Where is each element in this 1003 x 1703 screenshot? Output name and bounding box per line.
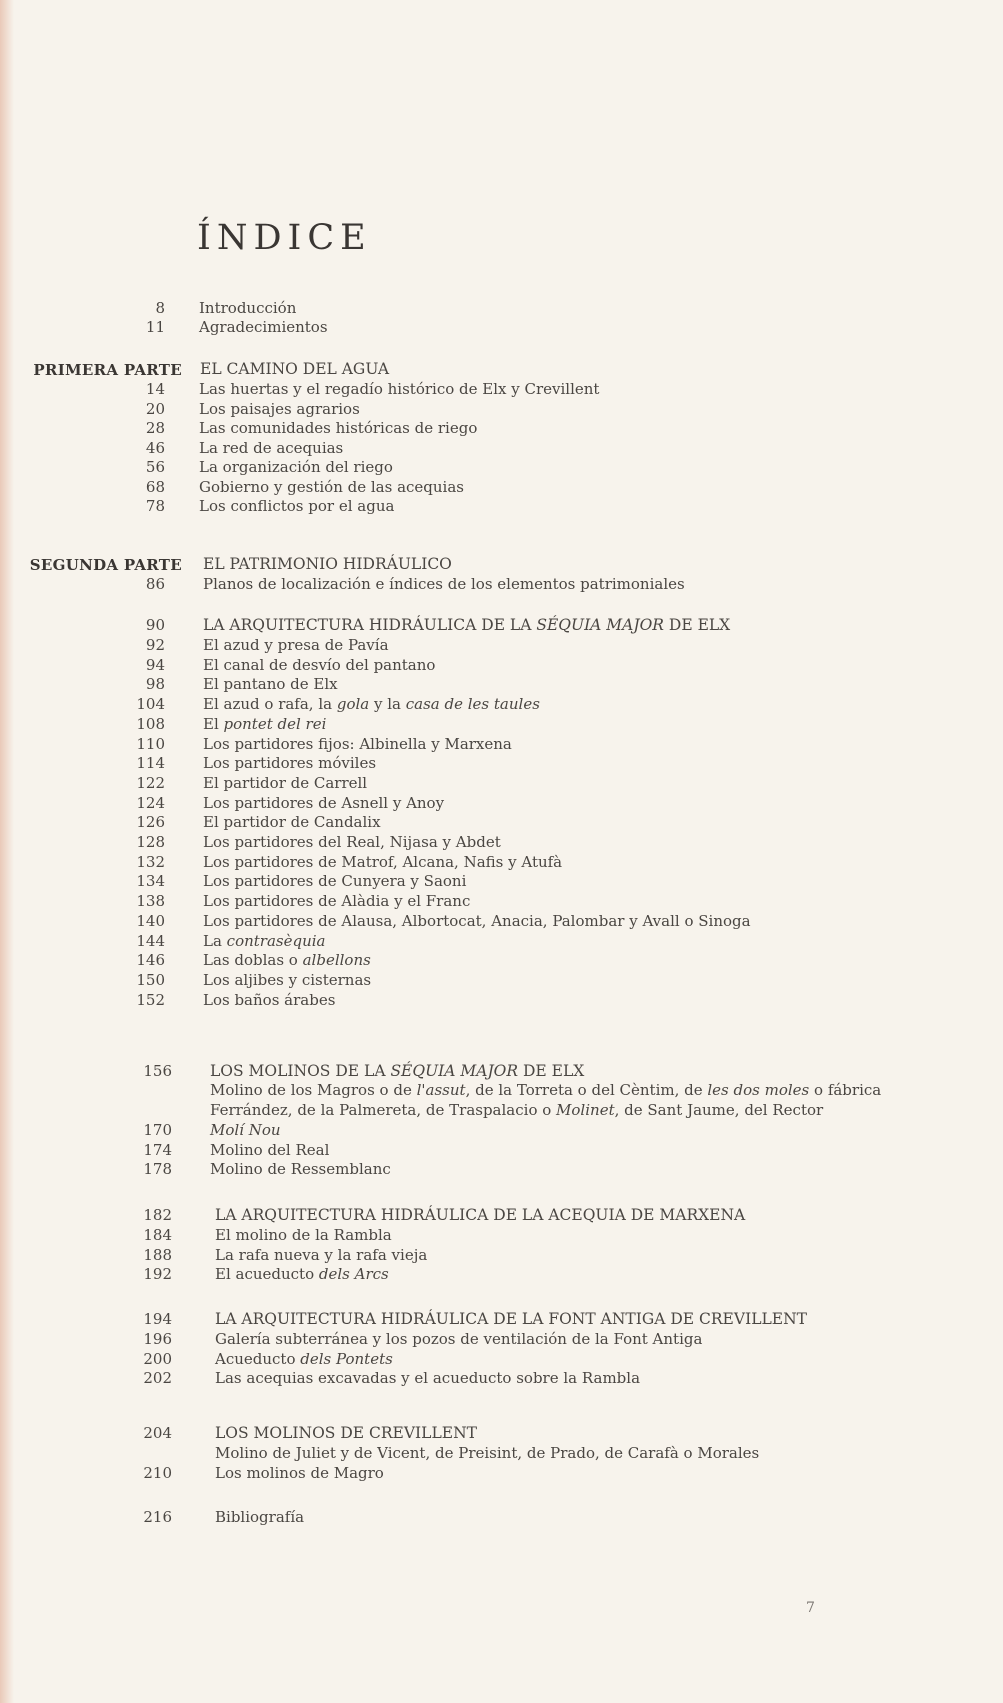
toc-text: Los partidores de Alàdia y el Franc [203, 892, 471, 911]
toc-page: 128 [136, 833, 165, 851]
toc-page: 152 [136, 990, 165, 1009]
toc-text: Molí Nou [210, 1121, 281, 1139]
toc-page: 56 [145, 458, 165, 476]
toc-page: 144 [136, 931, 165, 950]
toc-text: Molino del Real [210, 1140, 330, 1159]
toc-text: El partidor de Carrell [203, 773, 368, 792]
toc-page: 104 [136, 695, 165, 714]
toc-text: Los partidores de Asnell y Anoy [203, 793, 445, 812]
toc-page: 114 [136, 754, 165, 773]
toc-page: 170 [143, 1121, 172, 1139]
toc-text: La contrasèquia [203, 931, 326, 950]
toc-page: 11 [145, 318, 165, 336]
toc-text: Agradecimientos [199, 318, 328, 336]
toc-text: Los partidores móviles [203, 754, 377, 773]
toc-text: Gobierno y gestión de las acequias [199, 477, 464, 496]
toc-page: 132 [136, 852, 165, 871]
toc-text: Los baños árabes [203, 990, 336, 1009]
toc-page: 178 [143, 1160, 172, 1178]
toc-text: Introducción [199, 299, 297, 317]
toc-text: Galería subterránea y los pozos de ventilación de la Font Antiga [215, 1330, 703, 1348]
toc-text: Las doblas o albellons [203, 951, 371, 970]
toc-page: 92 [145, 636, 165, 654]
toc-text: El azud o rafa, la gola y la casa de les taules [203, 695, 540, 714]
toc-text: La red de acequias [199, 438, 344, 457]
page-title: ÍNDICE [197, 218, 372, 258]
toc-page: 140 [136, 911, 165, 930]
toc-text: El molino de la Rambla [215, 1226, 392, 1244]
section-heading-text: LA ARQUITECTURA HIDRÁULICA DE LA FONT ANTIGA DE CREVILLENT [215, 1310, 807, 1328]
toc-page: 108 [136, 714, 165, 733]
toc-text: Las acequias excavadas y el acueducto sobre la Rambla [215, 1369, 641, 1388]
toc-text: Los partidores del Real, Nijasa y Abdet [203, 833, 501, 851]
section-heading-text: LA ARQUITECTURA HIDRÁULICA DE LA SÉQUIA MAJOR DE ELX [203, 616, 731, 634]
toc-text: El pontet del rei [203, 714, 327, 733]
toc-page: 134 [136, 872, 165, 891]
toc-page: 184 [143, 1226, 172, 1244]
toc-text: Bibliografía [215, 1508, 305, 1526]
toc-page: 86 [145, 575, 165, 593]
toc-text: Los partidores fijos: Albinella y Marxena [203, 734, 512, 753]
toc-page: 90 [145, 616, 165, 634]
toc-page: 150 [136, 970, 165, 989]
toc-text: Los partidores de Matrof, Alcana, Nafis y Atufà [203, 852, 563, 871]
toc-page: 204 [143, 1424, 172, 1442]
toc-page: 192 [143, 1265, 172, 1284]
toc-page: 46 [145, 438, 165, 457]
toc-page: 68 [145, 477, 165, 496]
toc-text: Los partidores de Alausa, Albortocat, Anacia, Palombar y Avall o Sinoga [203, 911, 751, 930]
toc-page: 210 [143, 1464, 172, 1482]
toc-page: 14 [145, 380, 165, 398]
toc-text: La organización del riego [199, 458, 393, 476]
toc-text: Los molinos de Magro [215, 1464, 384, 1482]
toc-page: 20 [145, 399, 165, 418]
toc-page: 196 [143, 1330, 172, 1348]
toc-page: 216 [143, 1508, 172, 1526]
toc-text: El partidor de Candalix [203, 813, 381, 832]
page-number: 7 [806, 1600, 815, 1616]
part-heading-text: EL CAMINO DEL AGUA [200, 360, 390, 378]
section-description-line: Molino de Juliet y de Vicent, de Preisint, de Prado, de Carafà o Morales [215, 1444, 760, 1462]
toc-text: Los conflictos por el agua [199, 497, 395, 515]
toc-text: Los partidores de Cunyera y Saoni [203, 872, 467, 891]
toc-page: 110 [136, 734, 165, 753]
toc-text: Las huertas y el regadío histórico de Elx y Crevillent [199, 380, 600, 398]
toc-page: 188 [143, 1245, 172, 1264]
toc-page: 8 [155, 299, 165, 317]
toc-text: El acueducto dels Arcs [215, 1265, 389, 1284]
section-description-line: Molino de los Magros o de l'assut, de la Torreta o del Cèntim, de les dos moles o fábrica [210, 1081, 882, 1099]
toc-text: El azud y presa de Pavía [203, 636, 389, 654]
toc-page: 146 [136, 951, 165, 970]
toc-page: 94 [145, 655, 165, 674]
toc-page: 182 [143, 1206, 172, 1224]
toc-text: Los aljibes y cisternas [203, 970, 372, 989]
toc-page: 200 [143, 1349, 172, 1368]
toc-text: Planos de localización e índices de los elementos patrimoniales [203, 575, 685, 593]
toc-page: 98 [145, 675, 165, 694]
section-heading-text: LOS MOLINOS DE CREVILLENT [215, 1424, 477, 1442]
toc-text: Las comunidades históricas de riego [199, 419, 478, 437]
part-label: PRIMERA PARTE [33, 361, 182, 379]
toc-page: 194 [143, 1310, 172, 1328]
toc-text: El pantano de Elx [203, 675, 338, 694]
section-heading-text: LOS MOLINOS DE LA SÉQUIA MAJOR DE ELX [210, 1062, 585, 1080]
toc-page: 78 [145, 497, 165, 515]
toc-text: Los paisajes agrarios [199, 399, 360, 418]
toc-page: 202 [143, 1369, 172, 1388]
toc-page: 28 [145, 419, 165, 437]
part-label: SEGUNDA PARTE [29, 556, 182, 574]
toc-page: 122 [136, 773, 165, 792]
toc-text: Molino de Ressemblanc [210, 1160, 391, 1178]
toc-text: La rafa nueva y la rafa vieja [215, 1245, 428, 1264]
toc-page: 124 [136, 793, 165, 812]
toc-text: El canal de desvío del pantano [203, 655, 436, 674]
part-heading-text: EL PATRIMONIO HIDRÁULICO [203, 555, 452, 573]
toc-page: 138 [136, 892, 165, 911]
page-edge [0, 0, 14, 1703]
section-heading-text: LA ARQUITECTURA HIDRÁULICA DE LA ACEQUIA DE MARXENA [215, 1206, 746, 1224]
toc-page: 156 [143, 1062, 172, 1080]
toc-text: Acueducto dels Pontets [215, 1349, 393, 1368]
toc-page: 174 [143, 1140, 172, 1159]
toc-page: 126 [136, 813, 165, 832]
section-description-line: Ferrández, de la Palmereta, de Traspalacio o Molinet, de Sant Jaume, del Rector [210, 1101, 824, 1119]
